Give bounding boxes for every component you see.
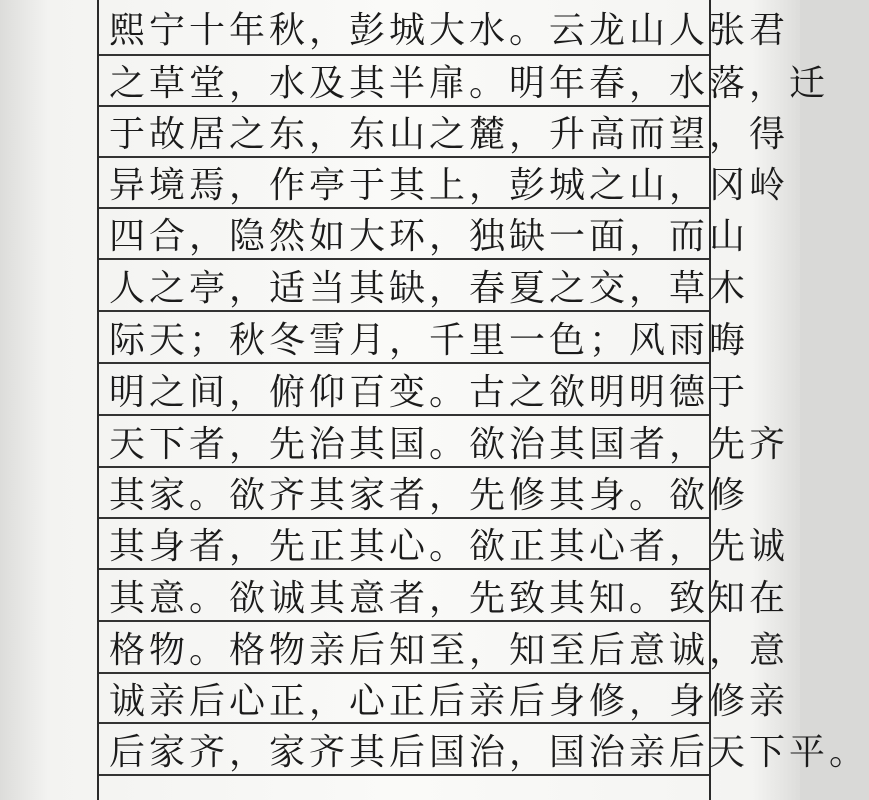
text-line-13: 格物。格物亲后知至，知至后意诚，意 xyxy=(99,622,709,674)
text-line-3: 于故居之东，东山之麓，升高而望，得 xyxy=(99,107,709,158)
text-line-11: 其身者，先正其心。欲正其心者，先诚 xyxy=(99,519,709,570)
text-line-1: 熙宁十年秋，彭城大水。云龙山人张君 xyxy=(99,0,709,56)
text-line-12: 其意。欲诚其意者，先致其知。致知在 xyxy=(99,570,709,622)
text-line-2: 之草堂，水及其半扉。明年春，水落，迁 xyxy=(99,56,709,107)
text-line-9: 天下者，先治其国。欲治其国者，先齐 xyxy=(99,416,709,468)
text-line-5: 四合，隐然如大环，独缺一面，而山 xyxy=(99,209,709,260)
text-line-10: 其家。欲齐其家者，先修其身。欲修 xyxy=(99,468,709,519)
text-line-4: 异境焉，作亭于其上，彭城之山，冈岭 xyxy=(99,158,709,209)
ruled-text-area xyxy=(97,0,869,800)
text-line-7: 际天；秋冬雪月，千里一色；风雨晦 xyxy=(99,312,709,364)
text-line-6: 人之亭，适当其缺，春夏之交，草木 xyxy=(99,260,709,312)
text-line-8: 明之间，俯仰百变。古之欲明明德于 xyxy=(99,364,709,416)
text-line-14: 诚亲后心正，心正后亲后身修，身修亲 xyxy=(99,674,709,724)
text-line-15: 后家齐，家齐其后国治，国治亲后天下平。 xyxy=(99,724,709,776)
